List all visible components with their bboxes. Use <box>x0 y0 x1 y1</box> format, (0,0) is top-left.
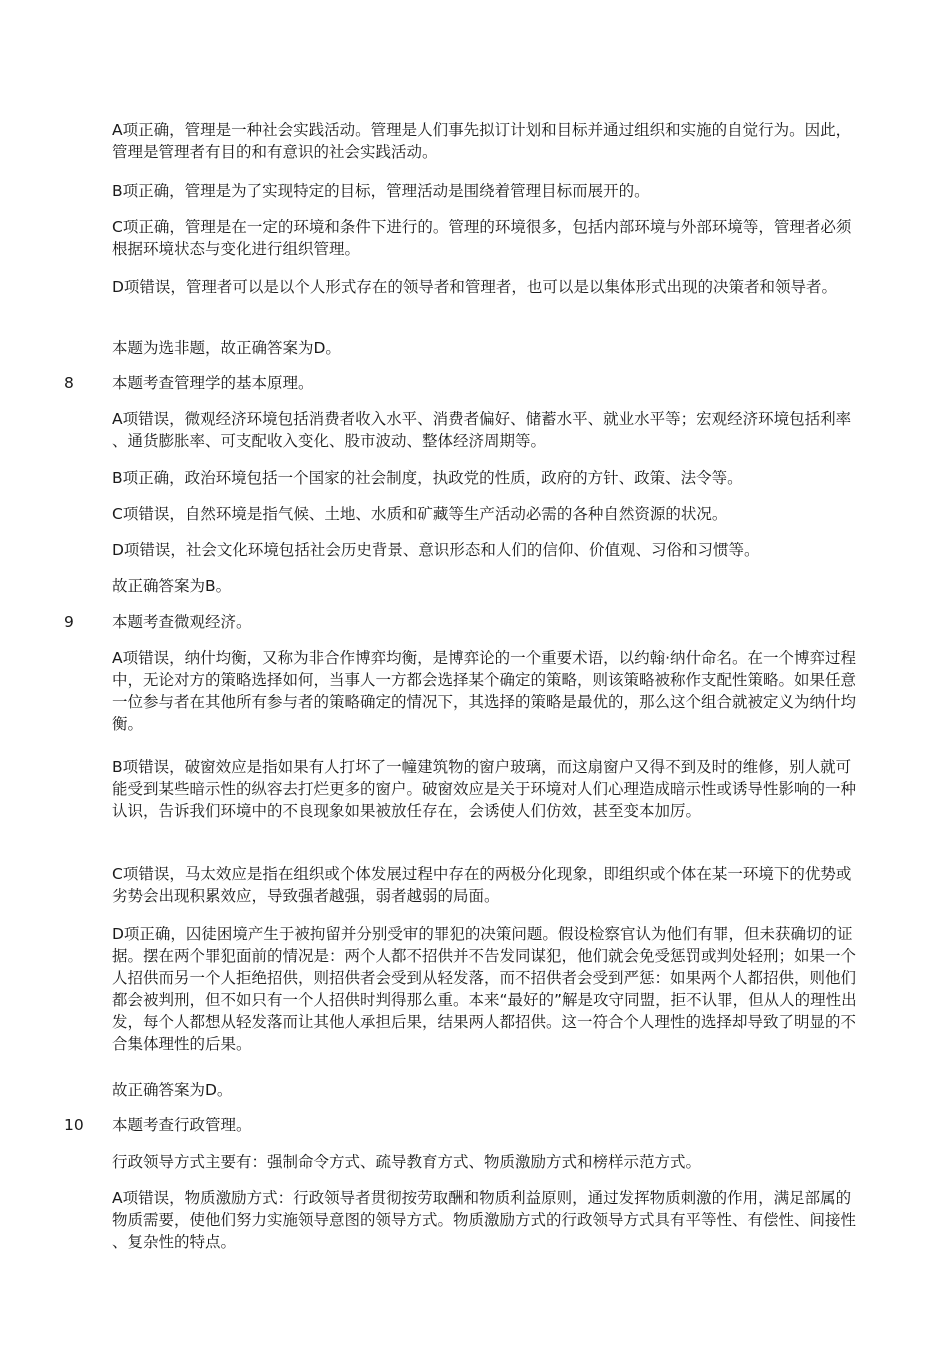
q9-option-d: D项正确，囚徒困境产生于被拘留并分别受审的罪犯的决策问题。假设检察官认为他们有罪，但未获确切的证据。摆在两个罪犯面前的情况是：两个人都不招供并不告发同谋犯，他们就会免受惩罚或判处轻刑；如果一个人招供而另一个人拒绝招供，则招供者会受到从轻发落，而不招供者会受到严惩：如果两个人都招供，则他们都会被判刑，但不如只有一个人招供时判得那么重。本来“最好的”解是攻守同盟，拒不认罪，但从人的理性出发，每个人都想从轻发落而让其他人承担后果，结果两人都招供。这一符合个人理性的选择却导致了明显的不合集体理性的后果。 <box>112 925 857 1053</box>
q7-option-d: D项错误，管理者可以是以个人形式存在的领导者和管理者，也可以是以集体形式出现的决策者和领导者。 <box>112 278 837 296</box>
q9-option-a: A项错误，纳什均衡，又称为非合作博弈均衡，是博弈论的一个重要术语，以约翰·纳什命名。在一个博弈过程中，无论对方的策略选择如何，当事人一方都会选择某个确定的策略，则该策略被称作支配性策略。如果任意一位参与者在其他所有参与者的策略确定的情况下，其选择的策略是最优的，那么这个组合就被定义为纳什均衡。 <box>112 649 857 733</box>
q8-topic: 本题考查管理学的基本原理。 <box>112 374 314 392</box>
q10-intro: 行政领导方式主要有：强制命令方式、疏导教育方式、物质激励方式和榜样示范方式。 <box>112 1153 702 1171</box>
q8-option-c: C项错误，自然环境是指气候、土地、水质和矿藏等生产活动必需的各种自然资源的状况。 <box>112 505 728 523</box>
q8-number: 8 <box>64 374 74 392</box>
q8-option-d: D项错误，社会文化环境包括社会历史背景、意识形态和人们的信仰、价值观、习俗和习惯等。 <box>112 541 760 559</box>
q9-number: 9 <box>64 613 74 631</box>
q9-option-b: B项错误，破窗效应是指如果有人打坏了一幢建筑物的窗户玻璃，而这扇窗户又得不到及时的维修，别人就可能受到某些暗示性的纵容去打烂更多的窗户。破窗效应是关于环境对人们心理造成暗示性或诱导性影响的一种认识，告诉我们环境中的不良现象如果被放任存在，会诱使人们仿效，甚至变本加厉。 <box>112 758 857 820</box>
q7-option-c: C项正确，管理是在一定的环境和条件下进行的。管理的环境很多，包括内部环境与外部环境等，管理者必须根据环境状态与变化进行组织管理。 <box>112 218 852 258</box>
q9-answer: 故正确答案为D。 <box>112 1081 233 1099</box>
q9-topic: 本题考查微观经济。 <box>112 613 252 631</box>
q8-option-a: A项错误，微观经济环境包括消费者收入水平、消费者偏好、储蓄水平、就业水平等；宏观经济环境包括利率、通货膨胀率、可支配收入变化、股市波动、整体经济周期等。 <box>112 410 852 450</box>
q7-answer: 本题为选非题，故正确答案为D。 <box>112 339 341 357</box>
q7-option-a: A项正确，管理是一种社会实践活动。管理是人们事先拟订计划和目标并通过组织和实施的自觉行为。因此，管理是管理者有目的和有意识的社会实践活动。 <box>112 121 852 161</box>
q10-number: 10 <box>64 1116 84 1134</box>
q8-option-b: B项正确，政治环境包括一个国家的社会制度，执政党的性质，政府的方针、政策、法令等。 <box>112 469 743 487</box>
q10-option-a: A项错误，物质激励方式：行政领导者贯彻按劳取酬和物质利益原则，通过发挥物质刺激的作用，满足部属的物质需要，使他们努力实施领导意图的领导方式。物质激励方式的行政领导方式具有平等性、有偿性、间接性、复杂性的特点。 <box>112 1189 857 1251</box>
q8-answer: 故正确答案为B。 <box>112 577 232 595</box>
q10-topic: 本题考查行政管理。 <box>112 1116 252 1134</box>
q7-option-b: B项正确，管理是为了实现特定的目标，管理活动是围绕着管理目标而展开的。 <box>112 182 650 200</box>
q9-option-c: C项错误，马太效应是指在组织或个体发展过程中存在的两极分化现象，即组织或个体在某一环境下的优势或劣势会出现积累效应，导致强者越强，弱者越弱的局面。 <box>112 865 852 905</box>
